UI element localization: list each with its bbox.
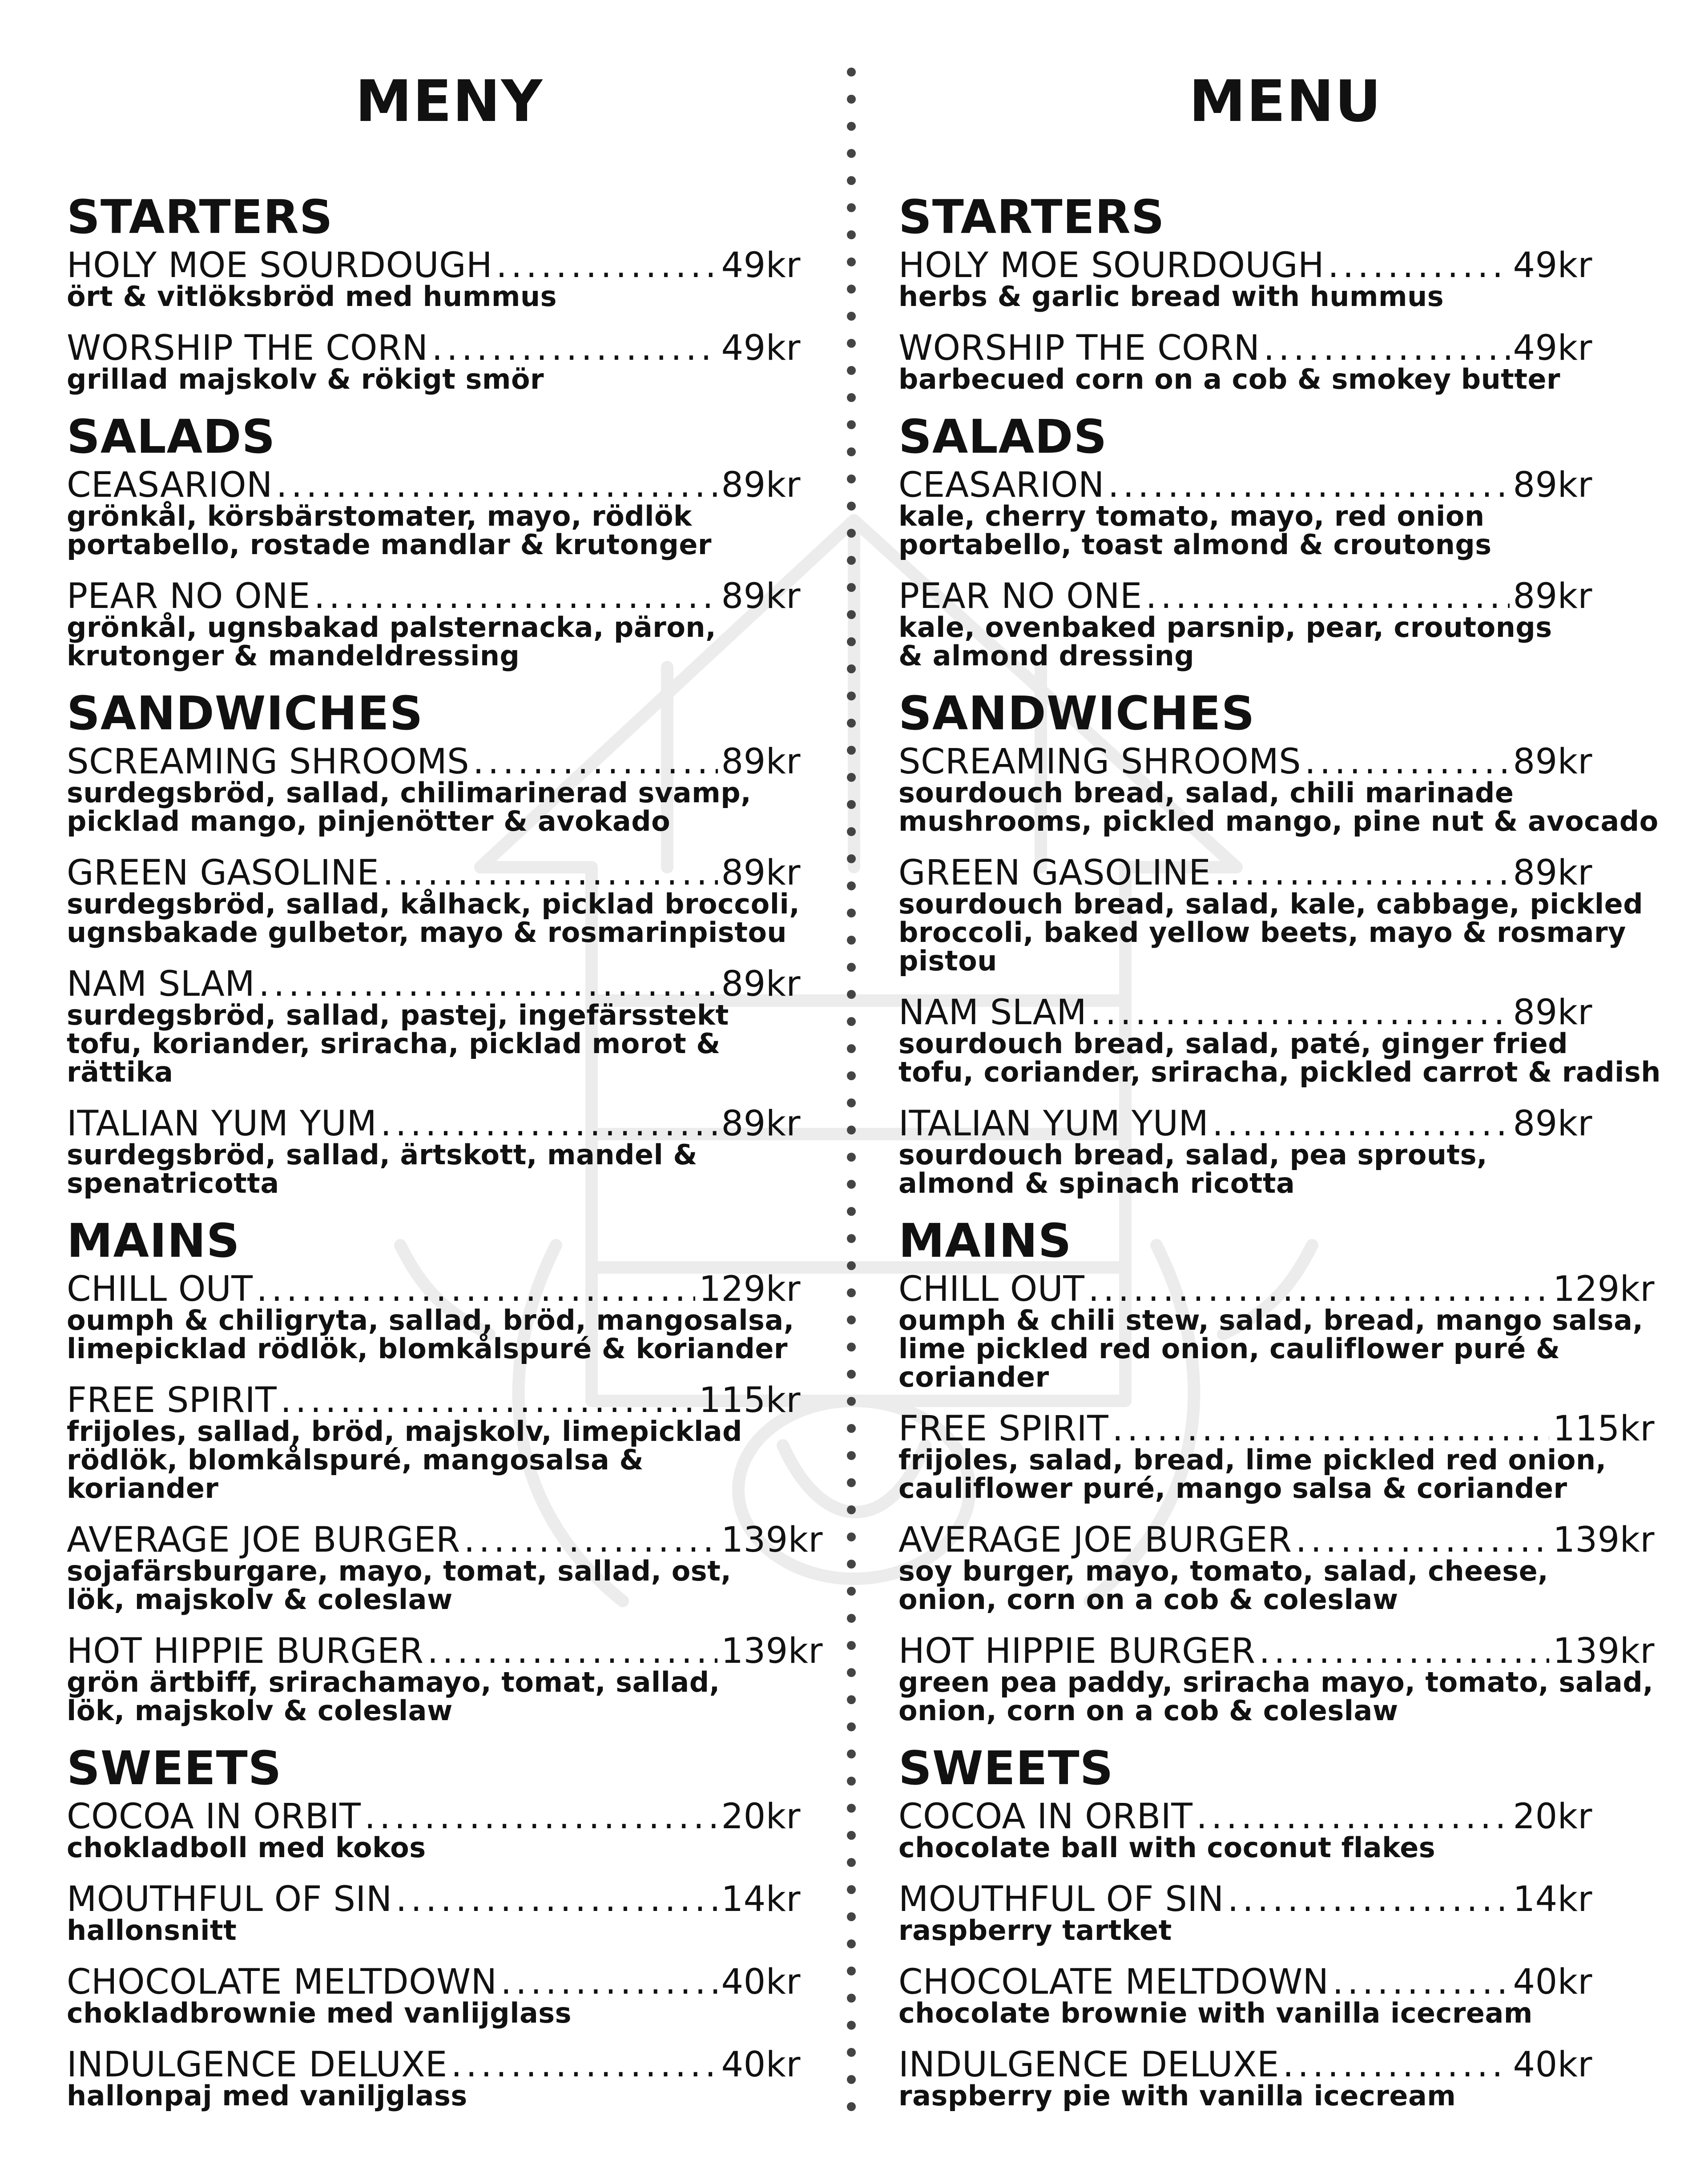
dot-leader	[1212, 1105, 1509, 1142]
divider-dot	[847, 1370, 856, 1379]
menu-item-name: PEAR NO ONE	[67, 576, 310, 616]
dot-leader	[473, 743, 717, 780]
menu-item-description: sourdouch bread, salad, kale, cabbage, pickled broccoli, baked yellow beets, mayo & rosmary pistou	[898, 888, 1644, 977]
menu-item-description: grönkål, ugnsbakad palsternacka, päron, krutonger & mandeldressing	[67, 611, 717, 672]
divider-dot	[847, 2075, 856, 2084]
divider-dot	[847, 664, 856, 673]
menu-item-line	[898, 743, 1592, 780]
menu-title-english: MENU	[1189, 68, 1382, 135]
menu-item-line	[898, 1881, 1592, 1918]
divider-dot	[847, 1641, 856, 1650]
dot-leader	[501, 1963, 718, 2001]
dot-leader	[256, 1271, 695, 1308]
menu-item	[898, 1963, 1672, 2027]
dot-leader	[1264, 330, 1510, 367]
menu-item-name: NAM SLAM	[67, 964, 255, 1004]
menu-item-name: GREEN GASOLINE	[898, 853, 1211, 893]
menu-item-price: 49kr	[721, 328, 801, 368]
divider-dot	[847, 1315, 856, 1324]
menu-item-name: SCREAMING SHROOMS	[67, 742, 470, 782]
dot-leader	[1228, 1881, 1510, 1918]
menu-item-line	[67, 854, 801, 892]
menu-item-name: FREE SPIRIT	[898, 1409, 1109, 1449]
menu-item-name: CHILL OUT	[67, 1269, 253, 1309]
menu-item-name: COCOA IN ORBIT	[67, 1797, 361, 1837]
menu-item	[898, 1633, 1672, 1725]
dot-leader	[1296, 1521, 1550, 1559]
divider-dot	[847, 1397, 856, 1406]
menu-item-price: 14kr	[721, 1879, 801, 1919]
divider-dot	[847, 1587, 856, 1596]
divider-dot	[847, 1343, 856, 1351]
menu-item	[67, 1881, 805, 1945]
dot-leader	[1333, 1963, 1510, 2001]
menu-item-price: 89kr	[1513, 742, 1592, 782]
divider-dot	[847, 692, 856, 700]
menu-item-description: herbs & garlic bread with hummus	[898, 280, 1444, 313]
divider-dot	[847, 800, 856, 809]
menu-item	[67, 1631, 823, 1727]
menu-item-price: 40kr	[721, 2045, 801, 2085]
menu-item-name: ITALIAN YUM YUM	[67, 1104, 377, 1144]
menu-item-name: CEASARION	[67, 465, 273, 505]
menu-item-line	[67, 1271, 801, 1308]
section-title-mains: MAINS	[67, 1214, 240, 1268]
divider-dot	[847, 1234, 856, 1243]
divider-dot	[847, 312, 856, 321]
menu-item-name: CHOCOLATE MELTDOWN	[898, 1962, 1329, 2002]
menu-item-line	[898, 1410, 1655, 1448]
divider-dot	[847, 1532, 856, 1541]
menu-item-description: soy burger, mayo, tomato, salad, cheese, onion, corn on a cob & coleslaw	[898, 1555, 1549, 1616]
divider-dot	[847, 393, 856, 402]
menu-item-name: SCREAMING SHROOMS	[898, 742, 1301, 782]
menu-item-price: 89kr	[721, 853, 801, 893]
divider-dot	[847, 122, 856, 131]
menu-item-price: 89kr	[721, 964, 801, 1004]
divider-dot	[847, 230, 856, 239]
menu-item-description: sourdouch bread, salad, pea sprouts, almond & spinach ricotta	[898, 1138, 1488, 1199]
menu-item	[898, 1271, 1672, 1392]
menu-item	[67, 965, 805, 1086]
menu-item	[898, 1105, 1672, 1198]
divider-dot	[847, 1939, 856, 1948]
menu-item-price: 89kr	[721, 1104, 801, 1144]
menu-item-name: WORSHIP THE CORN	[898, 328, 1260, 368]
menu-item-price: 40kr	[1513, 2045, 1592, 2085]
menu-item	[898, 1798, 1672, 1862]
menu-item-price: 20kr	[721, 1797, 801, 1837]
menu-item-line	[67, 578, 801, 615]
menu-item-line	[898, 1633, 1655, 1670]
section-title-sandwiches: SANDWICHES	[67, 686, 423, 740]
divider-dot	[847, 1478, 856, 1487]
section-items	[898, 1798, 1672, 2110]
dot-leader	[1146, 578, 1510, 615]
menu-item-price: 49kr	[1513, 245, 1592, 286]
menu-item	[67, 1520, 823, 1616]
menu-item-description: frijoles, salad, bread, lime pickled red onion, cauliflower puré, mango salsa & coriander	[898, 1444, 1607, 1504]
menu-item	[898, 578, 1672, 670]
divider-dot	[847, 1750, 856, 1758]
dot-leader	[464, 1521, 718, 1559]
menu-item	[898, 1521, 1672, 1614]
menu-item-line	[67, 1105, 801, 1142]
menu-item-price: 89kr	[1513, 465, 1592, 505]
dot-leader	[1196, 1798, 1509, 1835]
divider-dot	[847, 1098, 856, 1107]
menu-item-description: hallonpaj med vaniljglass	[67, 2080, 467, 2112]
divider-dot	[847, 339, 856, 348]
menu-item-price: 115kr	[1553, 1409, 1655, 1449]
menu-item-line	[67, 1521, 823, 1559]
menu-item-description: sourdouch bread, salad, paté, ginger fried tofu, coriander, sriracha, pickled carrot & radish	[898, 1027, 1661, 1088]
divider-dot	[847, 502, 856, 511]
dot-leader	[1088, 1271, 1549, 1308]
menu-item-name: HOT HIPPIE BURGER	[898, 1631, 1256, 1671]
menu-item-price: 129kr	[699, 1269, 801, 1309]
menu-item-description: surdegsbröd, sallad, pastej, ingefärsstekt tofu, koriander, sriracha, picklad morot & rättika	[67, 999, 729, 1088]
divider-dot	[847, 854, 856, 863]
divider-dot	[847, 176, 856, 185]
divider-dot	[847, 1288, 856, 1297]
menu-item-price: 49kr	[721, 245, 801, 286]
divider-dot	[847, 475, 856, 483]
divider-dot	[847, 1180, 856, 1189]
menu-item-name: GREEN GASOLINE	[67, 853, 379, 893]
dotted-divider	[846, 67, 857, 2130]
divider-dot	[847, 1071, 856, 1080]
divider-dot	[847, 1858, 856, 1867]
divider-dot	[847, 420, 856, 429]
menu-item-name: MOUTHFUL OF SIN	[67, 1879, 392, 1919]
menu-item	[898, 1881, 1672, 1945]
menu-item-name: FREE SPIRIT	[67, 1380, 277, 1420]
menu-item-description: green pea paddy, sriracha mayo, tomato, salad, onion, corn on a cob & coleslaw	[898, 1666, 1654, 1727]
divider-dot	[847, 1451, 856, 1460]
divider-dot	[847, 1885, 856, 1894]
menu-item-price: 89kr	[1513, 576, 1592, 616]
section-title-starters: STARTERS	[67, 190, 333, 244]
dot-leader	[1090, 994, 1509, 1031]
section-items	[898, 467, 1672, 670]
dot-leader	[451, 2046, 718, 2084]
menu-item-line	[898, 330, 1592, 367]
menu-item-line	[898, 1521, 1655, 1559]
divider-dot	[847, 556, 856, 565]
menu-item	[898, 854, 1672, 975]
menu-item-line	[67, 1798, 801, 1835]
menu-item-price: 115kr	[699, 1380, 801, 1420]
menu-item-name: AVERAGE JOE BURGER	[898, 1520, 1292, 1560]
divider-dot	[847, 2102, 856, 2111]
menu-item-description: chokladboll med kokos	[67, 1831, 426, 1864]
menu-item-line	[67, 1881, 801, 1918]
menu-item-description: kale, ovenbaked parsnip, pear, croutongs & almond dressing	[898, 611, 1552, 672]
divider-dot	[847, 1424, 856, 1433]
dot-leader	[280, 1382, 695, 1419]
divider-dot	[847, 447, 856, 456]
menu-item-line	[67, 247, 801, 284]
menu-item	[898, 467, 1672, 559]
dot-leader	[1214, 854, 1509, 892]
section-items	[898, 743, 1672, 1198]
menu-item-line	[67, 2046, 801, 2084]
menu-item-price: 14kr	[1513, 1879, 1592, 1919]
menu-item-line	[898, 854, 1592, 892]
menu-item-name: HOLY MOE SOURDOUGH	[67, 245, 493, 286]
divider-dot	[847, 529, 856, 538]
divider-dot	[847, 746, 856, 755]
menu-item	[898, 330, 1672, 394]
menu-item-line	[898, 1963, 1592, 2001]
menu-item-line	[67, 330, 801, 367]
menu-item-description: oumph & chili stew, salad, bread, mango salsa, lime pickled red onion, cauliflower puré & coriander	[898, 1304, 1644, 1393]
menu-item-description: grönkål, körsbärstomater, mayo, rödlök portabello, rostade mandlar & krutonger	[67, 500, 712, 561]
divider-dot	[847, 1017, 856, 1026]
section-title-sandwiches: SANDWICHES	[898, 686, 1255, 740]
divider-dot	[847, 68, 856, 76]
menu-item-line	[898, 247, 1592, 284]
menu-item-description: sourdouch bread, salad, chili marinade mushrooms, pickled mango, pine nut & avocado	[898, 776, 1659, 837]
divider-dot	[847, 1804, 856, 1813]
menu-item-line	[67, 467, 801, 504]
menu-item-line	[898, 994, 1592, 1031]
menu-item-price: 129kr	[1553, 1269, 1655, 1309]
divider-dot	[847, 1614, 856, 1623]
divider-dot	[847, 95, 856, 104]
divider-dot	[847, 257, 856, 266]
divider-dot	[847, 827, 856, 836]
menu-item-name: INDULGENCE DELUXE	[67, 2045, 447, 2085]
menu-item	[898, 743, 1672, 836]
dot-leader	[1259, 1633, 1550, 1670]
menu-item-price: 89kr	[721, 742, 801, 782]
menu-sections-english	[898, 190, 1672, 2112]
menu-item-price: 89kr	[721, 576, 801, 616]
menu-item-price: 89kr	[1513, 993, 1592, 1033]
menu-item	[67, 330, 805, 394]
divider-dot	[847, 1994, 856, 2003]
menu-item-description: grillad majskolv & rökigt smör	[67, 363, 544, 395]
section-items	[67, 467, 805, 670]
menu-item-line	[67, 1963, 801, 2001]
dot-leader	[1108, 467, 1510, 504]
dot-leader	[380, 1105, 717, 1142]
dot-leader	[258, 965, 717, 1003]
divider-dot	[847, 1207, 856, 1216]
divider-dot	[847, 1153, 856, 1162]
menu-item-price: 89kr	[1513, 853, 1592, 893]
menu-item	[67, 578, 805, 670]
divider-dot	[847, 1044, 856, 1053]
menu-item-name: HOT HIPPIE BURGER	[67, 1631, 424, 1671]
menu-item-description: surdegsbröd, sallad, chilimarinerad svamp, picklad mango, pinjenötter & avokado	[67, 776, 752, 837]
menu-item	[67, 2046, 805, 2110]
menu-item-line	[67, 1633, 823, 1670]
divider-dot	[847, 773, 856, 782]
menu-item-name: COCOA IN ORBIT	[898, 1797, 1193, 1837]
menu-item-price: 20kr	[1513, 1797, 1592, 1837]
dot-leader	[1328, 247, 1509, 284]
dot-leader	[1112, 1410, 1549, 1448]
menu-item-description: surdegsbröd, sallad, kålhack, picklad broccoli, ugnsbakade gulbetor, mayo & rosmarinpistou	[67, 888, 800, 949]
menu-item-name: CHOCOLATE MELTDOWN	[67, 1962, 497, 2002]
menu-column-english	[898, 0, 1672, 2129]
menu-item	[67, 1798, 805, 1862]
menu-item-description: ört & vitlöksbröd med hummus	[67, 280, 557, 313]
dot-leader	[396, 1881, 718, 1918]
divider-dot	[847, 909, 856, 917]
menu-item-name: MOUTHFUL OF SIN	[898, 1879, 1224, 1919]
menu-item-name: NAM SLAM	[898, 993, 1087, 1033]
menu-item	[898, 994, 1672, 1086]
divider-dot	[847, 990, 856, 999]
menu-item-description: sojafärsburgare, mayo, tomat, sallad, ost, lök, majskolv & coleslaw	[67, 1555, 732, 1616]
section-title-salads: SALADS	[898, 410, 1108, 464]
section-title-sweets: SWEETS	[898, 1741, 1114, 1795]
section-items	[67, 1798, 805, 2110]
section-items	[67, 1269, 823, 1727]
menu-item-description: kale, cherry tomato, mayo, red onion portabello, toast almond & croutongs	[898, 500, 1492, 561]
menu-item-price: 139kr	[1553, 1631, 1655, 1671]
menu-item	[67, 1382, 805, 1503]
menu-item-price: 40kr	[721, 1962, 801, 2002]
divider-dot	[847, 963, 856, 972]
menu-item-line	[898, 578, 1592, 615]
divider-dot	[847, 1967, 856, 1975]
menu-item-price: 89kr	[721, 465, 801, 505]
menu-item-price: 89kr	[1513, 1104, 1592, 1144]
divider-dot	[847, 1777, 856, 1786]
menu-sections-swedish	[67, 190, 823, 2112]
divider-dot	[847, 1831, 856, 1840]
menu-item-line	[898, 467, 1592, 504]
menu-item-description: frijoles, sallad, bröd, majskolv, limepicklad rödlök, blomkålspuré, mangosalsa & koriander	[67, 1415, 742, 1504]
menu-item-line	[898, 1798, 1592, 1835]
dot-leader	[432, 330, 718, 367]
menu-item-price: 40kr	[1513, 1962, 1592, 2002]
menu-item	[898, 247, 1672, 311]
dot-leader	[1305, 743, 1509, 780]
menu-item	[67, 1105, 805, 1198]
divider-dot	[847, 366, 856, 375]
menu-item-price: 139kr	[721, 1631, 823, 1671]
divider-dot	[847, 2021, 856, 2030]
menu-item-name: CHILL OUT	[898, 1269, 1085, 1309]
section-title-starters: STARTERS	[898, 190, 1165, 244]
menu-item-description: raspberry tartket	[898, 1914, 1172, 1947]
menu-item-line	[67, 743, 801, 780]
divider-dot	[847, 1668, 856, 1677]
dot-leader	[496, 247, 717, 284]
dot-leader	[314, 578, 718, 615]
section-title-mains: MAINS	[898, 1214, 1072, 1268]
divider-dot	[847, 719, 856, 728]
menu-item-name: WORSHIP THE CORN	[67, 328, 428, 368]
menu-item-description: hallonsnitt	[67, 1914, 237, 1947]
section-title-sweets: SWEETS	[67, 1741, 282, 1795]
menu-item-description: chocolate ball with coconut flakes	[898, 1831, 1436, 1864]
divider-dot	[847, 1261, 856, 1270]
menu-item-name: HOLY MOE SOURDOUGH	[898, 245, 1325, 286]
dot-leader	[1283, 2046, 1510, 2084]
menu-item	[67, 1963, 805, 2027]
menu-item-description: chokladbrownie med vanlijglass	[67, 1997, 572, 2029]
menu-item-name: INDULGENCE DELUXE	[898, 2045, 1279, 2085]
divider-dot	[847, 583, 856, 592]
menu-item-description: oumph & chiligryta, sallad, bröd, mangosalsa, limepicklad rödlök, blomkålspuré & koriander	[67, 1304, 794, 1365]
section-items	[898, 247, 1672, 394]
divider-dot	[847, 285, 856, 294]
menu-item-line	[67, 965, 801, 1003]
divider-dot	[847, 1126, 856, 1134]
section-items	[67, 247, 805, 394]
menu-item-line	[898, 1105, 1592, 1142]
divider-dot	[847, 936, 856, 945]
menu-item-name: CEASARION	[898, 465, 1104, 505]
menu-item-description: raspberry pie with vanilla icecream	[898, 2080, 1456, 2112]
menu-item	[67, 247, 805, 311]
menu-item	[898, 1410, 1672, 1503]
menu-item-line	[898, 1271, 1655, 1308]
menu-item-description: barbecued corn on a cob & smokey butter	[898, 363, 1561, 395]
dot-leader	[383, 854, 717, 892]
divider-dot	[847, 1722, 856, 1731]
divider-dot	[847, 149, 856, 158]
menu-title-swedish: MENY	[355, 68, 544, 135]
menu-item-price: 49kr	[1513, 328, 1592, 368]
menu-item-line	[67, 1382, 801, 1419]
divider-dot	[847, 1695, 856, 1704]
dot-leader	[276, 467, 718, 504]
dot-leader	[364, 1798, 717, 1835]
menu-item	[67, 467, 805, 559]
divider-dot	[847, 637, 856, 646]
divider-dot	[847, 1560, 856, 1569]
menu-column-swedish	[67, 0, 823, 2129]
divider-dot	[847, 610, 856, 619]
menu-item	[898, 2046, 1672, 2110]
divider-dot	[847, 1912, 856, 1921]
divider-dot	[847, 1505, 856, 1514]
menu-item	[67, 854, 805, 947]
menu-item-description: chocolate brownie with vanilla icecream	[898, 1997, 1533, 2029]
menu-item-description: grön ärtbiff, srirachamayo, tomat, sallad, lök, majskolv & coleslaw	[67, 1666, 720, 1727]
menu-item-price: 139kr	[1553, 1520, 1655, 1560]
section-items	[67, 743, 805, 1198]
menu-item-name: PEAR NO ONE	[898, 576, 1142, 616]
divider-dot	[847, 2048, 856, 2057]
menu-item-line	[898, 2046, 1592, 2084]
dot-leader	[427, 1633, 718, 1670]
menu-item-description: surdegsbröd, sallad, ärtskott, mandel & spenatricotta	[67, 1138, 697, 1199]
menu-item-price: 139kr	[721, 1520, 823, 1560]
divider-dot	[847, 881, 856, 890]
section-title-salads: SALADS	[67, 410, 276, 464]
menu-item-name: ITALIAN YUM YUM	[898, 1104, 1209, 1144]
section-items	[898, 1271, 1672, 1725]
menu-item-name: AVERAGE JOE BURGER	[67, 1520, 460, 1560]
menu-item	[67, 743, 805, 836]
menu-item	[67, 1271, 805, 1363]
divider-dot	[847, 203, 856, 212]
